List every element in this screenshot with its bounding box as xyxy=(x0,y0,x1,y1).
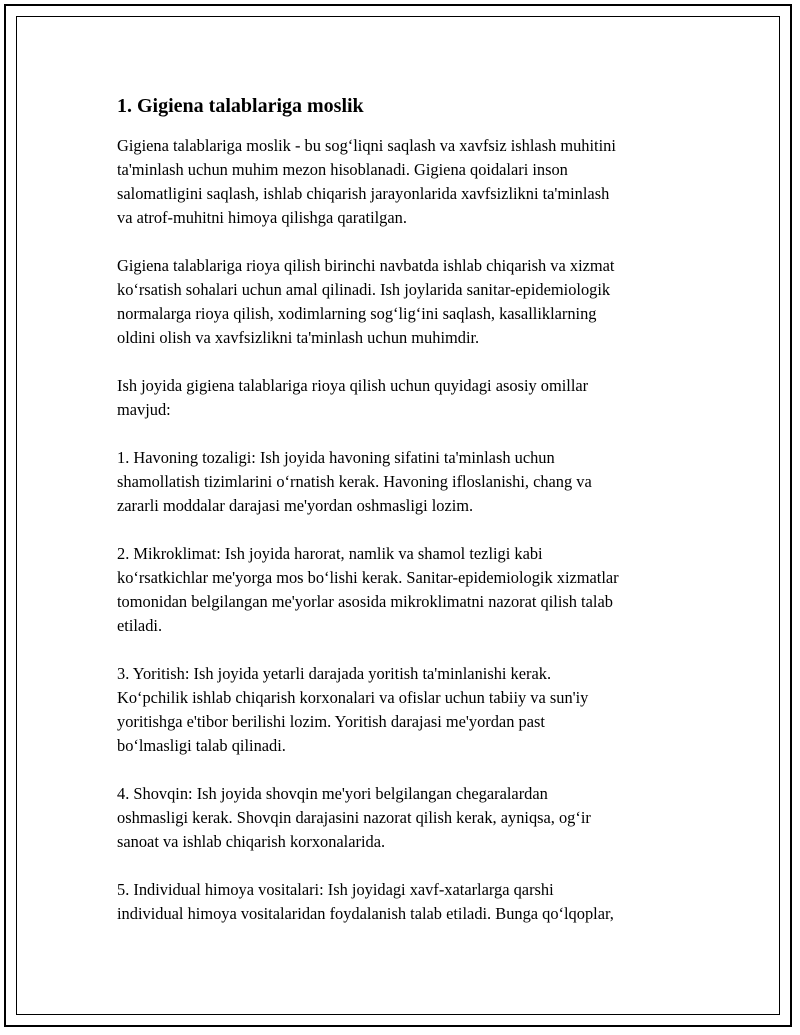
list-item-air-quality: 1. Havoning tozaligi: Ish joyida havoning sifatini ta'minlash uchun shamollatish tizimlarini o‘rnatish kerak. Havoning ifloslanishi, chang va zararli moddalar darajasi me'yordan oshmasligi lozim. xyxy=(117,448,592,515)
list-item-protective-equipment: 5. Individual himoya vositalari: Ish joyidagi xavf-xatarlarga qarshi individual himoya vositalaridan foydalanish talab etiladi. Bunga qo‘lqoplar, xyxy=(117,880,614,923)
paragraph-intro: Gigiena talablariga moslik - bu sog‘liqni saqlash va xavfsiz ishlash muhitini ta'minlash uchun muhim mezon hisoblanadi. Gigiena qoidalari inson salomatligini saqlash, ishlab chiqarish jarayonlarida xavfsizlikni ta'minlash va atrof-muhitni himoya qilishga qaratilgan. xyxy=(117,136,616,227)
list-item-microclimate: 2. Mikroklimat: Ish joyida harorat, namlik va shamol tezligi kabi ko‘rsatkichlar me'yorga mos bo‘lishi kerak. Sanitar-epidemiologik xizmatlar tomonidan belgilangan me'yorlar asosida mikroklimatni nazorat qilish talab etiladi. xyxy=(117,544,619,635)
section-heading: 1. Gigiena talablariga moslik xyxy=(117,95,364,117)
list-item-lighting: 3. Yoritish: Ish joyida yetarli darajada yoritish ta'minlanishi kerak. Ko‘pchilik ishlab chiqarish korxonalari va ofislar uchun tabiiy va sun'iy yoritishga e'tibor berilishi lozim. Yoritish darajasi me'yordan past bo‘lmasligi talab qilinadi. xyxy=(117,664,589,755)
list-item-noise: 4. Shovqin: Ish joyida shovqin me'yori belgilangan chegaralardan oshmasligi kerak. Shovqin darajasini nazorat qilish kerak, ayniqsa, og‘ir sanoat va ishlab chiqarish korxonalarida. xyxy=(117,784,591,851)
paragraph-compliance: Gigiena talablariga rioya qilish birinchi navbatda ishlab chiqarish va xizmat ko‘rsatish sohalari uchun amal qilinadi. Ish joylarida sanitar-epidemiologik normalarga rioya qilish, xodimlarning sog‘lig‘ini saqlash, kasalliklarning oldini olish va xavfsizlikni ta'minlash uchun muhimdir. xyxy=(117,256,615,347)
paragraph-factors-intro: Ish joyida gigiena talablariga rioya qilish uchun quyidagi asosiy omillar mavjud: xyxy=(117,376,589,419)
document-body xyxy=(117,95,692,950)
